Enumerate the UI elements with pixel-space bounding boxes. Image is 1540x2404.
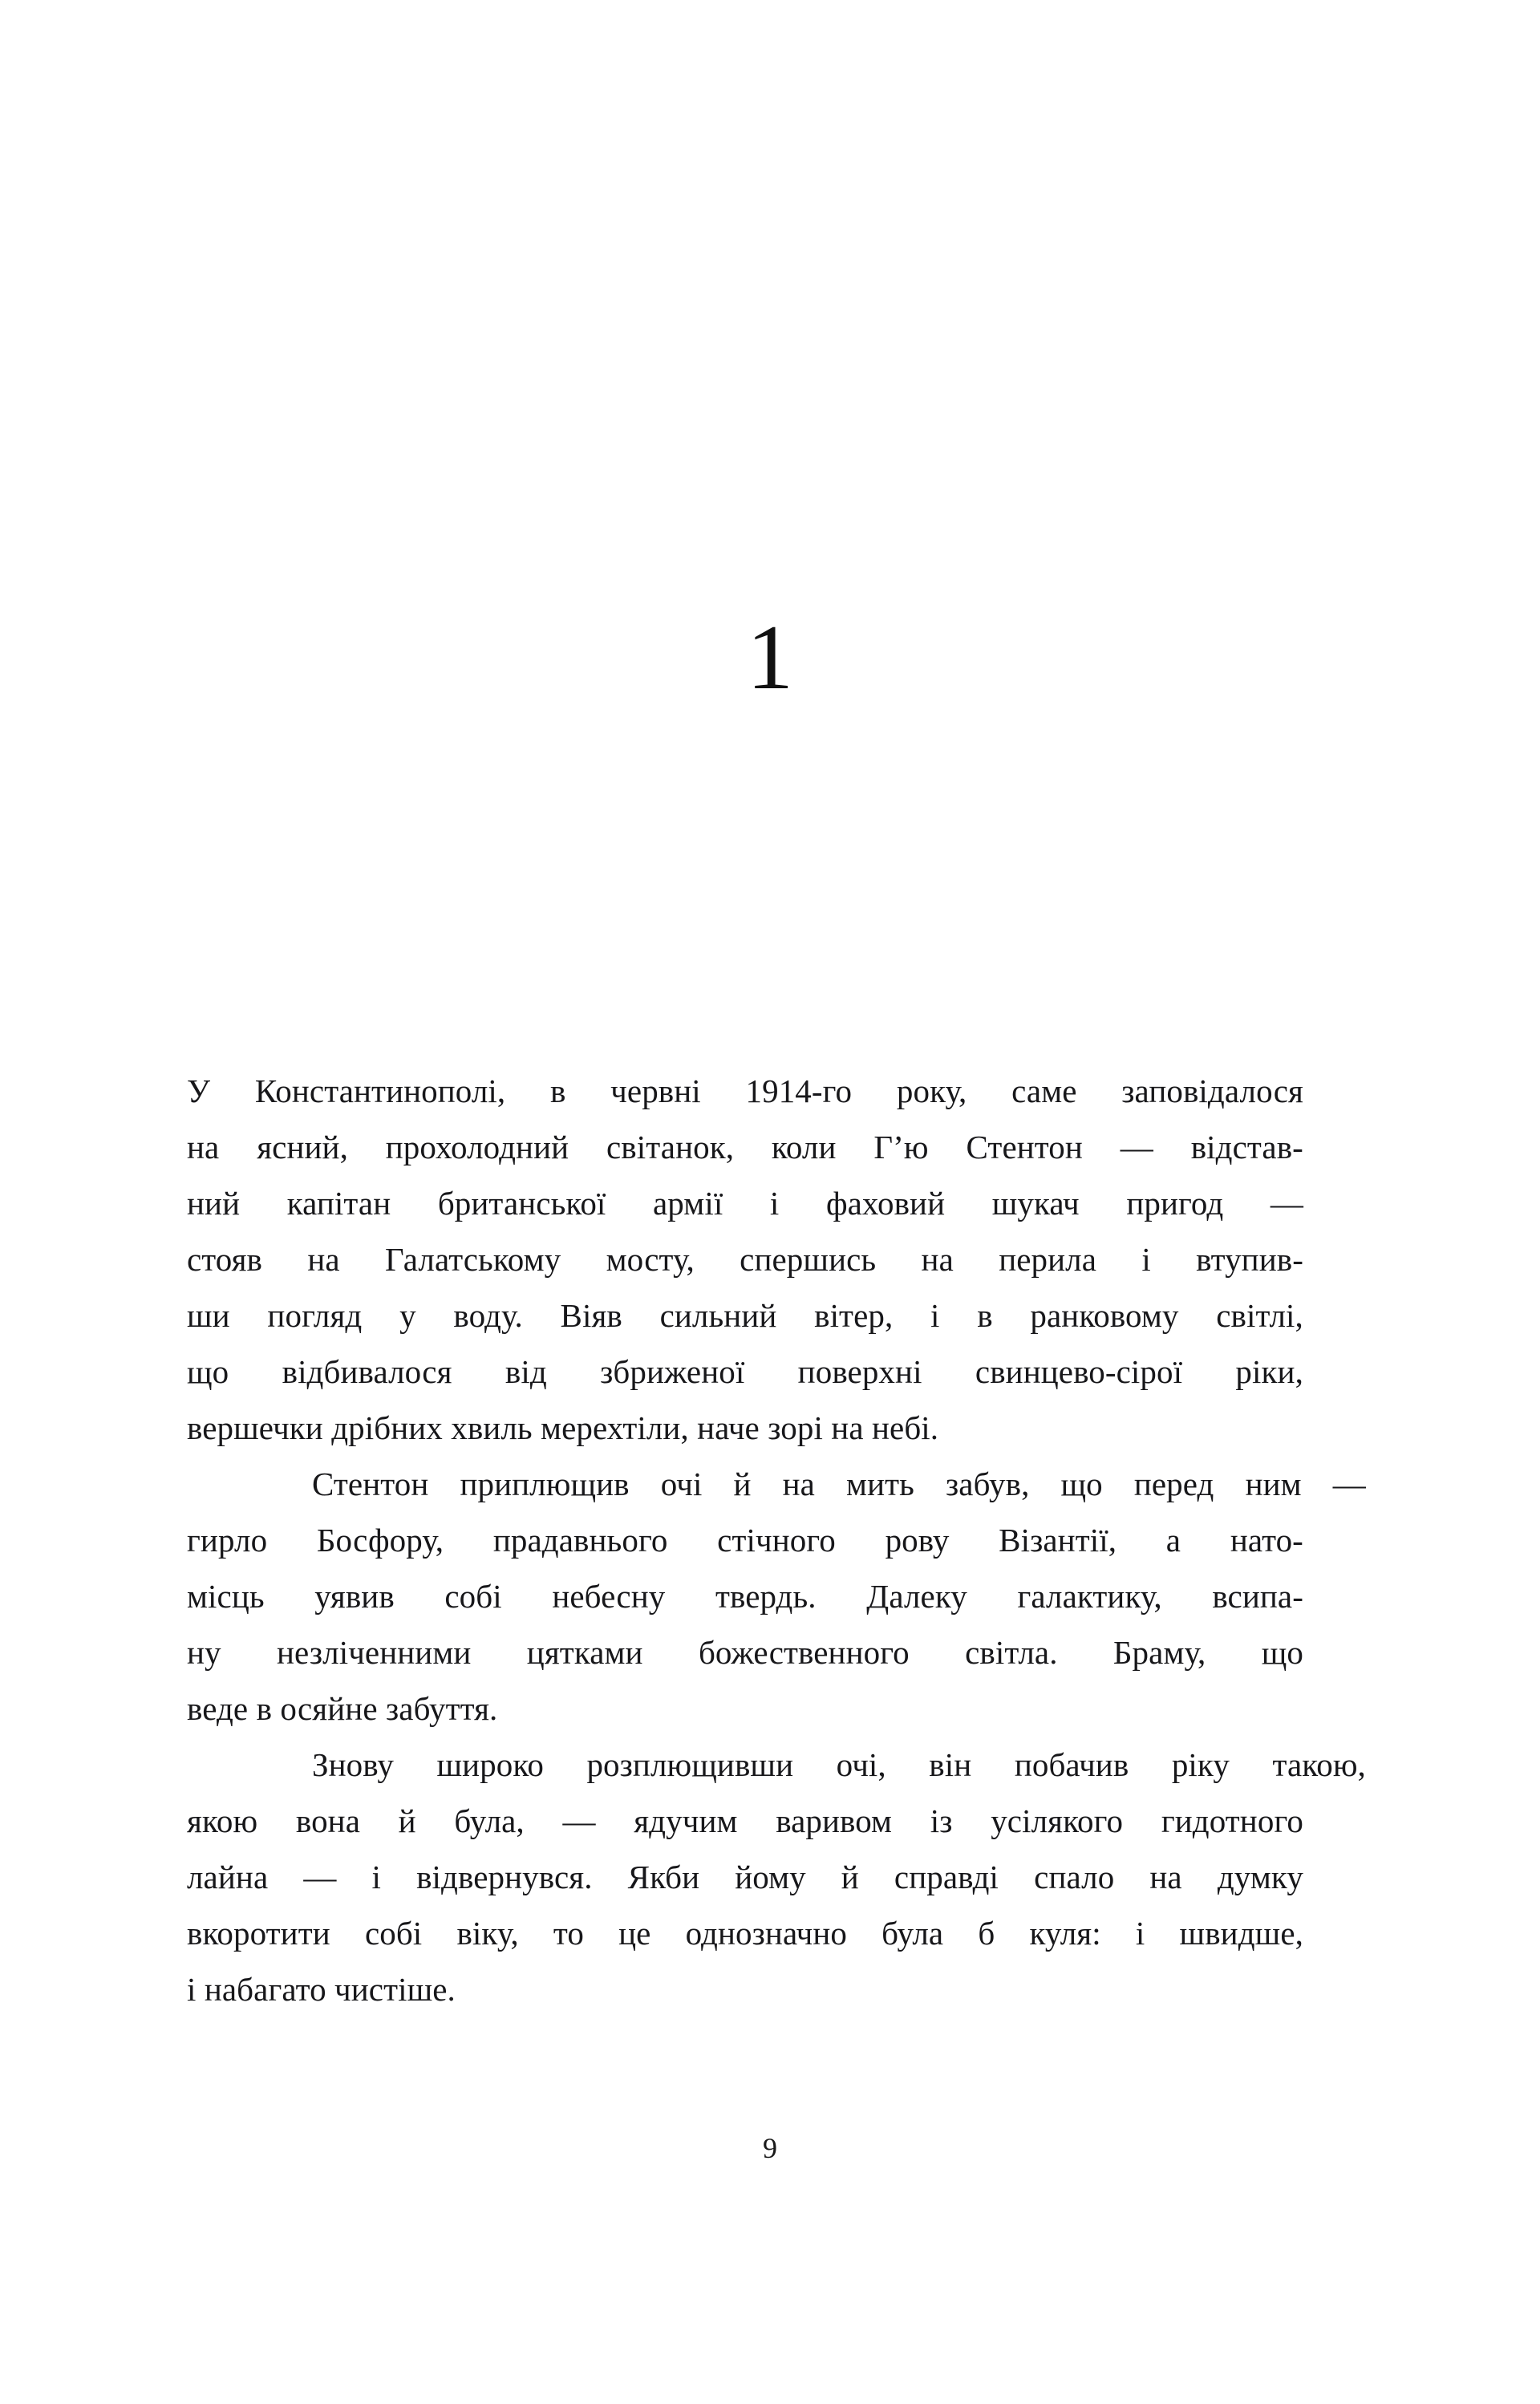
word: в	[977, 1297, 993, 1334]
word: небесну	[552, 1578, 666, 1615]
word: якою	[187, 1802, 258, 1839]
page-number: 9	[763, 2132, 777, 2164]
word: вкоротити	[187, 1915, 330, 1952]
word: У	[187, 1072, 211, 1109]
word: ним	[1245, 1466, 1302, 1502]
word: поверхні	[797, 1353, 922, 1390]
word: саме	[1011, 1072, 1077, 1109]
word: в	[549, 1072, 566, 1109]
word: була	[881, 1915, 944, 1952]
word: ши	[187, 1297, 230, 1334]
word: ну	[187, 1634, 221, 1671]
word: перила	[999, 1241, 1097, 1278]
word: спершись	[740, 1241, 877, 1278]
word: Галатському	[384, 1241, 561, 1278]
word: Браму,	[1112, 1634, 1206, 1671]
word: мосту,	[606, 1241, 695, 1278]
word: очі	[660, 1466, 703, 1502]
word: Константинополі,	[254, 1072, 506, 1109]
word: прадавнього	[492, 1522, 668, 1559]
text-line	[187, 1344, 1303, 1400]
word: і	[1141, 1241, 1151, 1278]
text-line	[187, 1063, 1303, 1119]
word: відстав-	[1190, 1129, 1303, 1166]
word: галактику,	[1017, 1578, 1162, 1615]
word: ранковому	[1030, 1297, 1179, 1334]
word: у	[399, 1297, 416, 1334]
word: від	[505, 1353, 547, 1390]
word: такою,	[1272, 1746, 1366, 1783]
word: погляд	[267, 1297, 363, 1334]
word: перед	[1133, 1466, 1214, 1502]
word: рову	[885, 1522, 950, 1559]
word: збриженої	[600, 1353, 745, 1390]
word: твердь.	[715, 1578, 817, 1615]
word: фаховий	[825, 1185, 946, 1222]
word: однозначно	[685, 1915, 847, 1952]
word: свинцево-сірої	[975, 1353, 1183, 1390]
word: місць	[187, 1578, 265, 1615]
word: ний	[187, 1185, 241, 1222]
word: Візантії,	[999, 1522, 1117, 1559]
text-line	[249, 1456, 1366, 1512]
word: швидше,	[1179, 1915, 1303, 1952]
word: армії	[653, 1185, 723, 1222]
word: британської	[437, 1185, 606, 1222]
text-line	[187, 1512, 1303, 1568]
word: справді	[894, 1859, 999, 1895]
word: і	[930, 1297, 940, 1334]
word: а	[1165, 1522, 1181, 1559]
word: то	[553, 1915, 584, 1952]
word: прохолодний	[385, 1129, 569, 1166]
text-line	[187, 1568, 1303, 1624]
text-line	[249, 1737, 1366, 1793]
paragraph	[187, 1737, 1366, 2017]
word: —	[562, 1802, 596, 1839]
word: на	[921, 1241, 954, 1278]
word: Віяв	[560, 1297, 622, 1334]
text-line	[187, 1849, 1303, 1905]
word: на	[307, 1241, 340, 1278]
word: і	[371, 1859, 382, 1895]
word: незліченними	[277, 1634, 472, 1671]
word: сильний	[659, 1297, 777, 1334]
word: відбивалося	[282, 1353, 452, 1390]
word: Стентон	[312, 1466, 429, 1502]
word: мить	[846, 1466, 914, 1502]
word: відвернувся.	[416, 1859, 593, 1895]
word: ядучим	[634, 1802, 738, 1839]
word: віку,	[456, 1915, 519, 1952]
word: забув,	[946, 1466, 1030, 1502]
word: ріки,	[1235, 1353, 1303, 1390]
word: воду.	[453, 1297, 523, 1334]
word: Далеку	[866, 1578, 967, 1615]
word: —	[1120, 1129, 1153, 1166]
word: широко	[436, 1746, 544, 1783]
word: куля:	[1029, 1915, 1101, 1952]
word: гирло	[187, 1522, 268, 1559]
paragraph	[187, 1456, 1366, 1737]
word: й	[733, 1466, 752, 1502]
word: на	[782, 1466, 815, 1502]
word: гидотного	[1161, 1802, 1303, 1839]
word: заповідалося	[1121, 1072, 1303, 1109]
word: усілякого	[991, 1802, 1124, 1839]
word: всипа-	[1212, 1578, 1303, 1615]
paragraph	[187, 1063, 1303, 1456]
word: й	[841, 1859, 859, 1895]
body-text-block	[187, 1063, 1366, 2017]
word: втупив-	[1196, 1241, 1303, 1278]
word: була,	[454, 1802, 525, 1839]
word: на	[187, 1129, 220, 1166]
word: світлі,	[1216, 1297, 1303, 1334]
word: приплющив	[460, 1466, 630, 1502]
word: він	[929, 1746, 972, 1783]
word: —	[303, 1859, 337, 1895]
word: йому	[735, 1859, 806, 1895]
text-line: вершечки дрібних хвиль мерехтіли, наче зорі на небі.	[187, 1409, 939, 1446]
word: й	[398, 1802, 416, 1839]
word: —	[1332, 1466, 1366, 1502]
text-line	[187, 1175, 1303, 1231]
word: це	[618, 1915, 651, 1952]
word: Г’ю	[873, 1129, 929, 1166]
word: Знову	[312, 1746, 394, 1783]
word: уявив	[314, 1578, 395, 1615]
word: нато-	[1230, 1522, 1303, 1559]
word: побачив	[1014, 1746, 1129, 1783]
text-line	[187, 1793, 1303, 1849]
text-line	[187, 1624, 1303, 1680]
word: вітер,	[814, 1297, 894, 1334]
word: що	[1261, 1634, 1303, 1671]
text-line	[187, 1231, 1303, 1287]
word: цятками	[526, 1634, 643, 1671]
word: і	[1135, 1915, 1145, 1952]
word: думку	[1217, 1859, 1303, 1895]
word: що	[187, 1353, 229, 1390]
text-line: і набагато чистіше.	[187, 1971, 456, 2008]
word: —	[1270, 1185, 1303, 1222]
word: варивом	[776, 1802, 893, 1839]
word: очі,	[836, 1746, 886, 1783]
word: Якби	[627, 1859, 700, 1895]
word: собі	[364, 1915, 423, 1952]
text-line	[187, 1287, 1303, 1344]
text-line	[187, 1905, 1303, 1961]
word: року,	[896, 1072, 967, 1109]
word: спало	[1034, 1859, 1115, 1895]
word: б	[978, 1915, 995, 1952]
word: на	[1149, 1859, 1182, 1895]
word: Стентон	[966, 1129, 1083, 1166]
text-line: веде в осяйне забуття.	[187, 1690, 498, 1727]
word: шукач	[991, 1185, 1080, 1222]
word: світанок,	[606, 1129, 735, 1166]
word: 1914-го	[745, 1072, 853, 1109]
word: капітан	[286, 1185, 391, 1222]
word: із	[930, 1802, 953, 1839]
text-line	[187, 1119, 1303, 1175]
word: божественного	[698, 1634, 910, 1671]
word: ріку	[1171, 1746, 1230, 1783]
word: розплющивши	[586, 1746, 794, 1783]
word: лайна	[187, 1859, 269, 1895]
word: стічного	[717, 1522, 836, 1559]
word: собі	[444, 1578, 502, 1615]
chapter-number: 1	[747, 606, 793, 709]
word: червні	[610, 1072, 701, 1109]
word: коли	[771, 1129, 837, 1166]
word: вона	[295, 1802, 361, 1839]
word: пригод	[1126, 1185, 1224, 1222]
word: стояв	[187, 1241, 263, 1278]
word: світла.	[965, 1634, 1058, 1671]
word: Босфору,	[316, 1522, 444, 1559]
word: що	[1060, 1466, 1103, 1502]
word: і	[769, 1185, 780, 1222]
word: ясний,	[257, 1129, 348, 1166]
